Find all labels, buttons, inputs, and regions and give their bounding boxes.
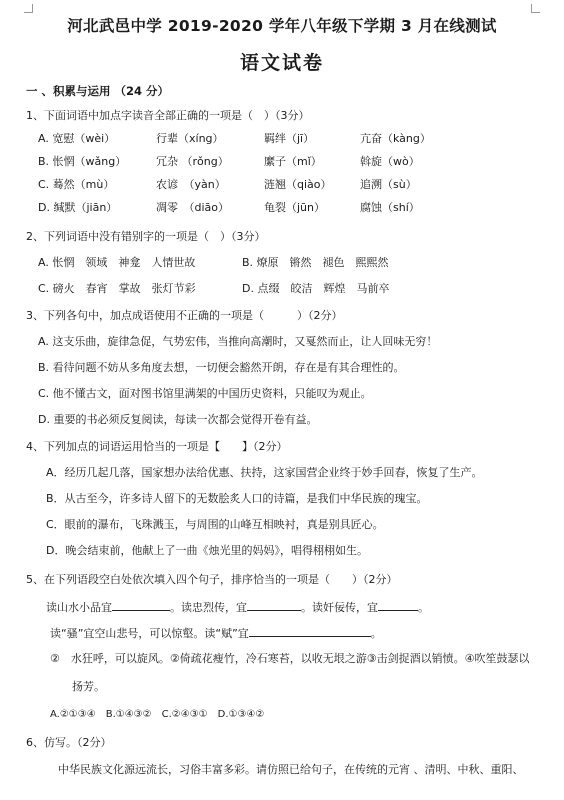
q1-option-a <box>38 132 564 146</box>
q1-d-1: D. 缄默（jiān） <box>38 201 118 214</box>
q1-option-b <box>38 155 564 169</box>
q5-line-2 <box>50 625 564 641</box>
q1-a-4: 亢奋（kàng） <box>360 132 431 145</box>
q5-stem: 5、在下列语段空白处依次填入四个句子，排序恰当的一项是（ ）（2分） <box>26 573 398 586</box>
q5-line-4: 扬芳。 <box>72 680 105 693</box>
q1-a-3: 羁绊（jī） <box>264 132 315 145</box>
crop-mark-left <box>24 4 33 13</box>
q5-line-3: ② 水狂呼，可以旋风。②倚疏花瘦竹，冷石寒苔，以收无垠之游③击剑捉酒以销愤。④吹笙鼓瑟以 <box>50 652 530 665</box>
q5-blank-2[interactable] <box>247 599 301 611</box>
q6-body: 中华民族文化源远流长，习俗丰富多彩。请仿照已给句子，在传统的元宵 、清明、中秋、重阳、 <box>58 763 524 776</box>
q5-line-1 <box>46 599 564 615</box>
q1-a-2: 行辈（xíng） <box>156 132 224 145</box>
q3-option-b: B. 看待问题不妨从多角度去想，一切便会豁然开朗，存在是有其合理性的。 <box>38 361 405 374</box>
q3-option-c: C. 他不懂古文，面对图书馆里满架的中国历史资料，只能叹为观止。 <box>38 387 372 400</box>
q1-option-c <box>38 178 564 192</box>
q4-option-b: B．从古至今，许多诗人留下的无数脍炙人口的诗篇，是我们中华民族的瑰宝。 <box>46 492 428 505</box>
exam-subtitle: 语文试卷 <box>239 52 324 74</box>
q5-line2-part1: 读“骚”宜空山悲号，可以惊壑。读“赋”宜 <box>50 627 249 640</box>
q4-stem: 4、下列加点的词语运用恰当的一项是【 】（2分） <box>26 440 288 453</box>
q5-blank-4[interactable] <box>249 625 371 637</box>
q2-option-b: B. 燎原 锵然 褪色 熙熙然 <box>242 256 389 269</box>
q5-line1-part4: 。 <box>418 601 429 614</box>
q1-b-2: 冗杂 （rǒng） <box>156 155 229 168</box>
q1-stem: 1、下面词语中加点字读音全部正确的一项是（ ）（3分） <box>26 109 310 122</box>
exam-title: 河北武邑中学 2019-2020 学年八年级下学期 3 月在线测试 <box>67 17 497 35</box>
section-heading: 一 、积累与运用 （24 分） <box>26 84 170 98</box>
q4-option-a: A．经历几起几落，国家想办法给优惠、扶持，这家国营企业终于妙手回春，恢复了生产。 <box>46 466 483 479</box>
q1-c-1: C. 蓦然（mù） <box>38 178 115 191</box>
q4-option-c: C．眼前的瀑布，飞珠溅玉，与周围的山峰互相映衬，真是别具匠心。 <box>46 518 384 531</box>
q2-stem: 2、下列词语中没有错别字的一项是（ ）（3分） <box>26 230 266 243</box>
q1-c-2: 农谚 （yàn） <box>156 178 226 191</box>
q1-d-2: 凋零 （diāo） <box>156 201 230 214</box>
q5-line2-part2: 。 <box>370 627 382 640</box>
q5-line1-part2: 。读忠烈传，宜 <box>170 601 247 614</box>
q4-option-d: D．晚会结束前，他献上了一曲《烛光里的妈妈》，唱得栩栩如生。 <box>46 544 368 557</box>
q1-c-4: 追溯（sù） <box>360 178 417 191</box>
q5-blank-3[interactable] <box>378 599 418 611</box>
q2-option-d: D. 点缀 皎洁 辉煌 马前卒 <box>242 282 390 295</box>
q1-a-1: A. 宽慰（wèi） <box>38 132 116 145</box>
q3-stem: 3、下列各句中，加点成语使用不正确的一项是（ ）（2分） <box>26 309 343 322</box>
q2-option-a: A. 怅惘 领域 神龛 人情世故 <box>38 256 196 269</box>
q1-option-d <box>38 201 564 215</box>
q1-b-3: 縻子（mǐ） <box>264 155 322 168</box>
q2-row-1 <box>38 256 564 270</box>
crop-mark-right <box>531 4 540 13</box>
q1-d-3: 龟裂（jūn） <box>264 201 325 214</box>
q5-choices: A.②①③④ B.①④③② C.②④③① D.①③④② <box>50 709 265 720</box>
q1-b-1: B. 怅惘（wǎng） <box>38 155 127 168</box>
q1-b-4: 斡旋（wò） <box>360 155 420 168</box>
q6-stem: 6、仿写。（2分） <box>26 736 112 749</box>
q1-c-3: 涟翘（qiào） <box>264 178 332 191</box>
q1-d-4: 腐蚀（shí） <box>360 201 420 214</box>
q5-line1-part3: 。读奸佞传，宜 <box>301 601 378 614</box>
q2-option-c: C. 磅火 春宵 掌故 张灯节彩 <box>38 282 196 295</box>
q3-option-a: A. 这支乐曲，旋律急促，气势宏伟，当推向高潮时，又戛然而止，让人回味无穷！ <box>38 335 438 348</box>
q2-row-2 <box>38 282 564 296</box>
q3-option-d: D. 重要的书必须反复阅读，每读一次都会觉得开卷有益。 <box>38 413 318 426</box>
q5-blank-1[interactable] <box>112 599 170 611</box>
q5-line1-part1: 读山水小品宜 <box>46 601 112 614</box>
